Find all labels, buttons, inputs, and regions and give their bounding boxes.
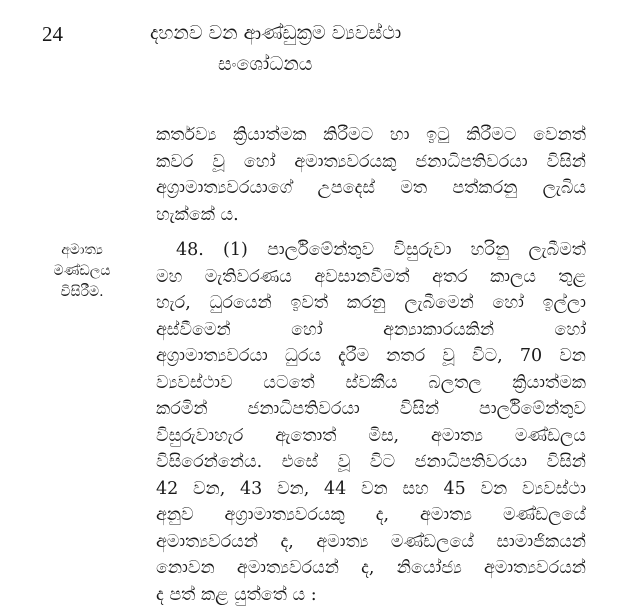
text-line: නොවන අමාත්‍යවරයන් ද, නියෝජ්‍ය අමාත්‍යවරයන් <box>156 555 586 582</box>
page-number: 24 <box>42 22 63 47</box>
document-title-line-1: දහනව වන ආණ්ඩුක්‍රම ව්‍යවස්ථා <box>150 22 480 44</box>
text-line: අග්‍රාමාත්‍යවරයා ධුරය දැරීම නතර වූ විට, 70 වන <box>156 343 586 370</box>
margin-note-line: අමාත්‍ය <box>42 240 122 261</box>
text-line: විසුරුවාහැර ඇතොත් මිස, අමාත්‍ය මණ්ඩලය <box>156 423 586 450</box>
margin-note-line: විසිරීම. <box>42 282 122 303</box>
text-line: හැර, ධුරයෙන් ඉවත් කරනු ලැබීමෙන් හෝ ඉල්ලා <box>156 290 586 317</box>
text-line: අග්‍රාමාත්‍යවරයාගේ උපදෙස් මත පත්කරනු ලැබිය <box>156 175 586 202</box>
text-line: 42 වන, 43 වන, 44 වන සහ 45 වන ව්‍යවස්ථා <box>156 476 586 503</box>
text-line: හැක්කේ ය. <box>156 202 586 229</box>
text-line: විසිරෙන්නේය. එසේ වූ විට ජනාධිපතිවරයා විසින් <box>156 449 586 476</box>
text-line: කර්තව්‍ය ක්‍රියාත්මක කිරීමට හා ඉටු කිරීමට වෙනත් <box>156 122 586 149</box>
text-line: අමාත්‍යවරයන් ද, අමාත්‍ය මණ්ඩලයේ සාමාජිකයන් <box>156 529 586 556</box>
text-line: ව්‍යවස්ථාව යටතේ ස්වකීය බලතල ක්‍රියාත්මක <box>156 370 586 397</box>
text-line: කරමින් ජනාධිපතිවරයා විසින් පාර්ලිමේන්තුව <box>156 396 586 423</box>
continuation-paragraph <box>156 122 586 228</box>
text-line: ද පත් කළ යුත්තේ ය : <box>156 582 586 608</box>
text-line: මහ මැතිවරණය අවසානවීමත් අතර කාලය තුළ <box>156 264 586 291</box>
text-line: අස්වීමෙන් හෝ අන්‍යාකාරයකින් හෝ <box>156 317 586 344</box>
text-line: අනුව අග්‍රාමාත්‍යවරයකු ද, අමාත්‍ය මණ්ඩලයේ <box>156 502 586 529</box>
margin-note-line: මණ්ඩලය <box>42 261 122 282</box>
margin-note <box>42 240 122 303</box>
text-line: කවර වූ හෝ අමාත්‍යවරයකු ජනාධිපතිවරයා විසින් <box>156 149 586 176</box>
document-title-line-2: සංශෝධනය <box>218 53 418 75</box>
section-48-paragraph <box>156 237 586 608</box>
text-line: 48. (1) පාර්ලිමේන්තුව විසුරුවා හරිනු ලැබීමත් <box>156 237 586 264</box>
